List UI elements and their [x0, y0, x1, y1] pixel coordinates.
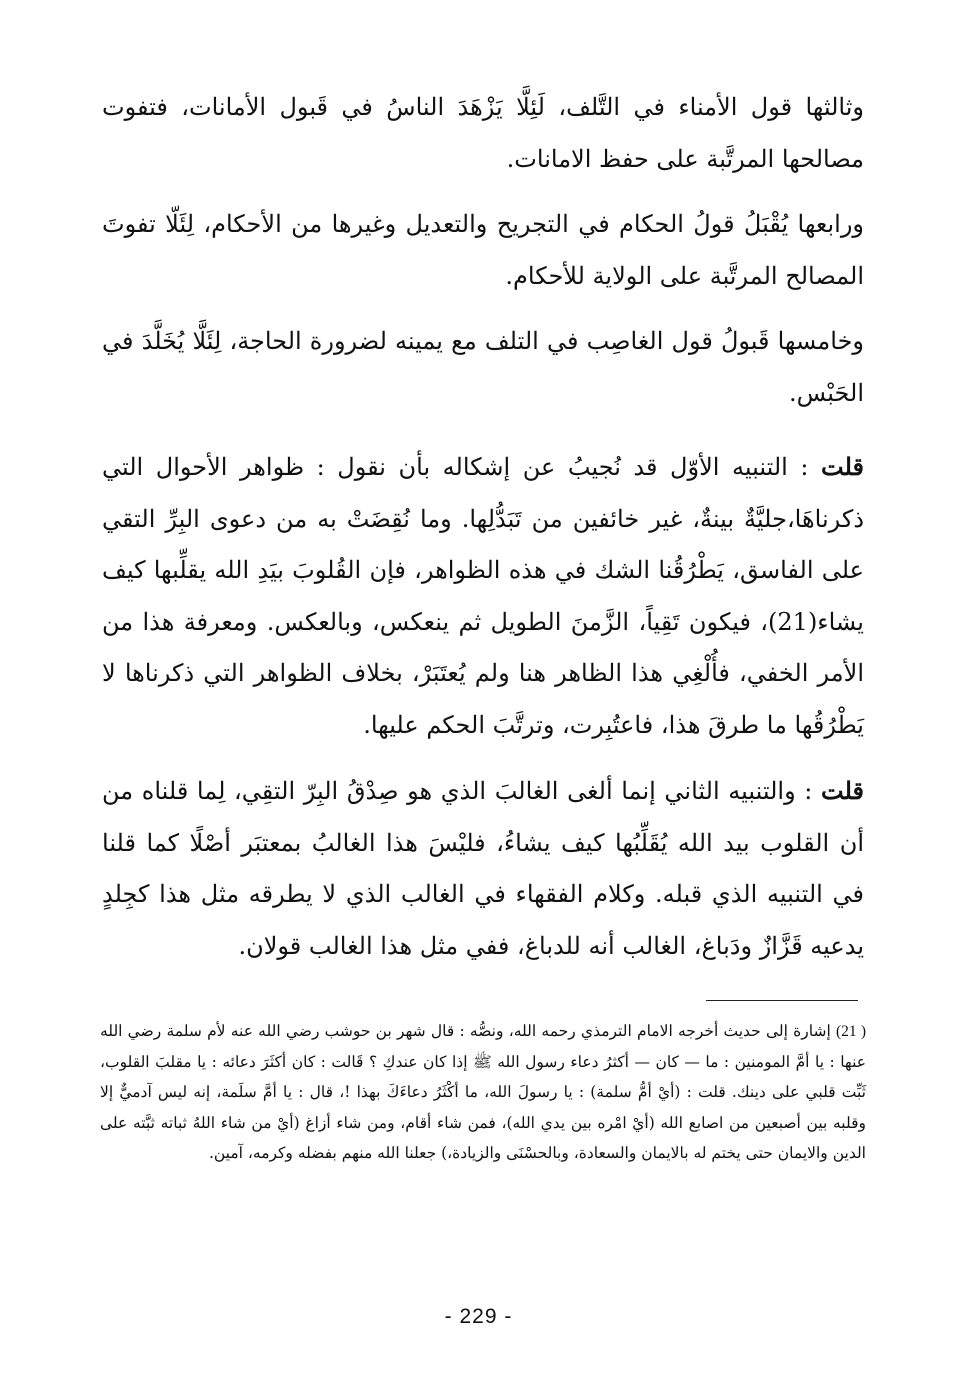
- paragraph-first-note: [102, 441, 864, 751]
- footnote: [100, 1016, 866, 1168]
- page-number: - 229 -: [444, 1305, 513, 1328]
- footnote-text: إشارة إلى حديث أخرجه الامام الترمذي رحمه الله، ونصُّه : قال شهر بن حوشب رضي الله عنه لأم سلمة رضي الله عنها : يا أمَّ المومنين : ما — كان — أكثرُ دعاء رسول الله ﷺ إذا كان عندكِ ؟ قَالت : كان أكثَرَ دعائه : يا مقلبَ القلوب، ثَبِّت قلبي على دينك. قلت : (أيْ أمُّ سلمة) : يا رسولَ الله، ما أكْثَرُ دعاءَكَ بهذا !، قال : يا أمَّ سلَمة، إنه ليس آدميٌّ إلا وقلبه بين أصبعين من اصابع الله (أيْ امْره بين يدي الله)، فمن شاء أقام، ومن شاء أزاغ (أيْ من شاء اللهُ ثباته ثبَّته على الدين والايمان حتى يختم له بالايمان والسعادة، وبالحسْنَى والزيادة،) جعلنا الله منهم بفضله وكرمه، آمين.: [100, 1022, 866, 1162]
- paragraph-fourth: [102, 199, 864, 302]
- main-text: [102, 82, 864, 986]
- paragraph-text: وخامسها قَبولُ قول الغاصِب في التلف مع يمينه لضرورة الحاجة، لِئَلَّا يُخَلَّدَ في الحَبْس.: [102, 327, 864, 407]
- paragraph-second-note: [102, 765, 864, 972]
- paragraph-fifth: [102, 316, 864, 419]
- paragraph-lead: قلت: [821, 776, 864, 805]
- paragraph-third: [102, 82, 864, 185]
- paragraph-text: ورابعها يُقْبَلُ قولُ الحكام في التجريح والتعديل وغيرها من الأحكام، لِئَلّا تفوتَ المصالح المرتَّبة على الولاية للأحكام.: [102, 210, 864, 290]
- footnote-number: ( 21): [835, 1023, 866, 1040]
- paragraph-text: وثالثها قول الأمناء في التَّلف، لَئِلَّا يَزْهَدَ الناسُ في قَبول الأمانات، فتفوت مصالحها المرتَّبة على حفظ الامانات.: [102, 93, 864, 173]
- footnote-divider: [706, 1000, 858, 1001]
- paragraph-text: : والتنبيه الثاني إنما ألغى الغالبَ الذي هو صِدْقُ البِرّ التقِي، لِما قلناه من أن القلوب بيد الله يُقَلِّبُها كيف يشاءُ، فليْسَ هذا الغالبُ بمعتبَر أصْلًا كما قلنا في التنبيه الذي قبله. وكلام الفقهاء في الغالب الذي لا يطرقه مثل هذا كجِلدٍ يدعيه قَزَّازٌ ودَباغ، الغالب أنه للدباغ، ففي مثل هذا الغالب قولان.: [102, 777, 864, 960]
- paragraph-lead: قلت: [821, 452, 864, 481]
- paragraph-text: : التنبيه الأوّل قد نُجيبُ عن إشكاله بأن نقول : ظواهر الأحوال التي ذكرناهَا،جليَّةٌ بينةٌ، غير خائفين من تَبَدُّلِها. وما نُقِضَتْ به من دعوى البِرِّ التقي على الفاسق، يَطْرُقُنا الشك في هذه الظواهر، فإن القُلوبَ بيَدِ الله يقلِّبها كيف يشاء(21)، فيكون تَقِياً، الزَّمنَ الطويل ثم ينعكس، وبالعكس. ومعرفة هذا من الأمر الخفي، فأُلْغِي هذا الظاهر هنا ولم يُعتَبَرْ، بخلاف الظواهر التي ذكرناها لا يَطْرُقُها ما طرقَ هذا، فاعتُبِرت، وترتَّبَ الحكم عليها.: [102, 453, 864, 739]
